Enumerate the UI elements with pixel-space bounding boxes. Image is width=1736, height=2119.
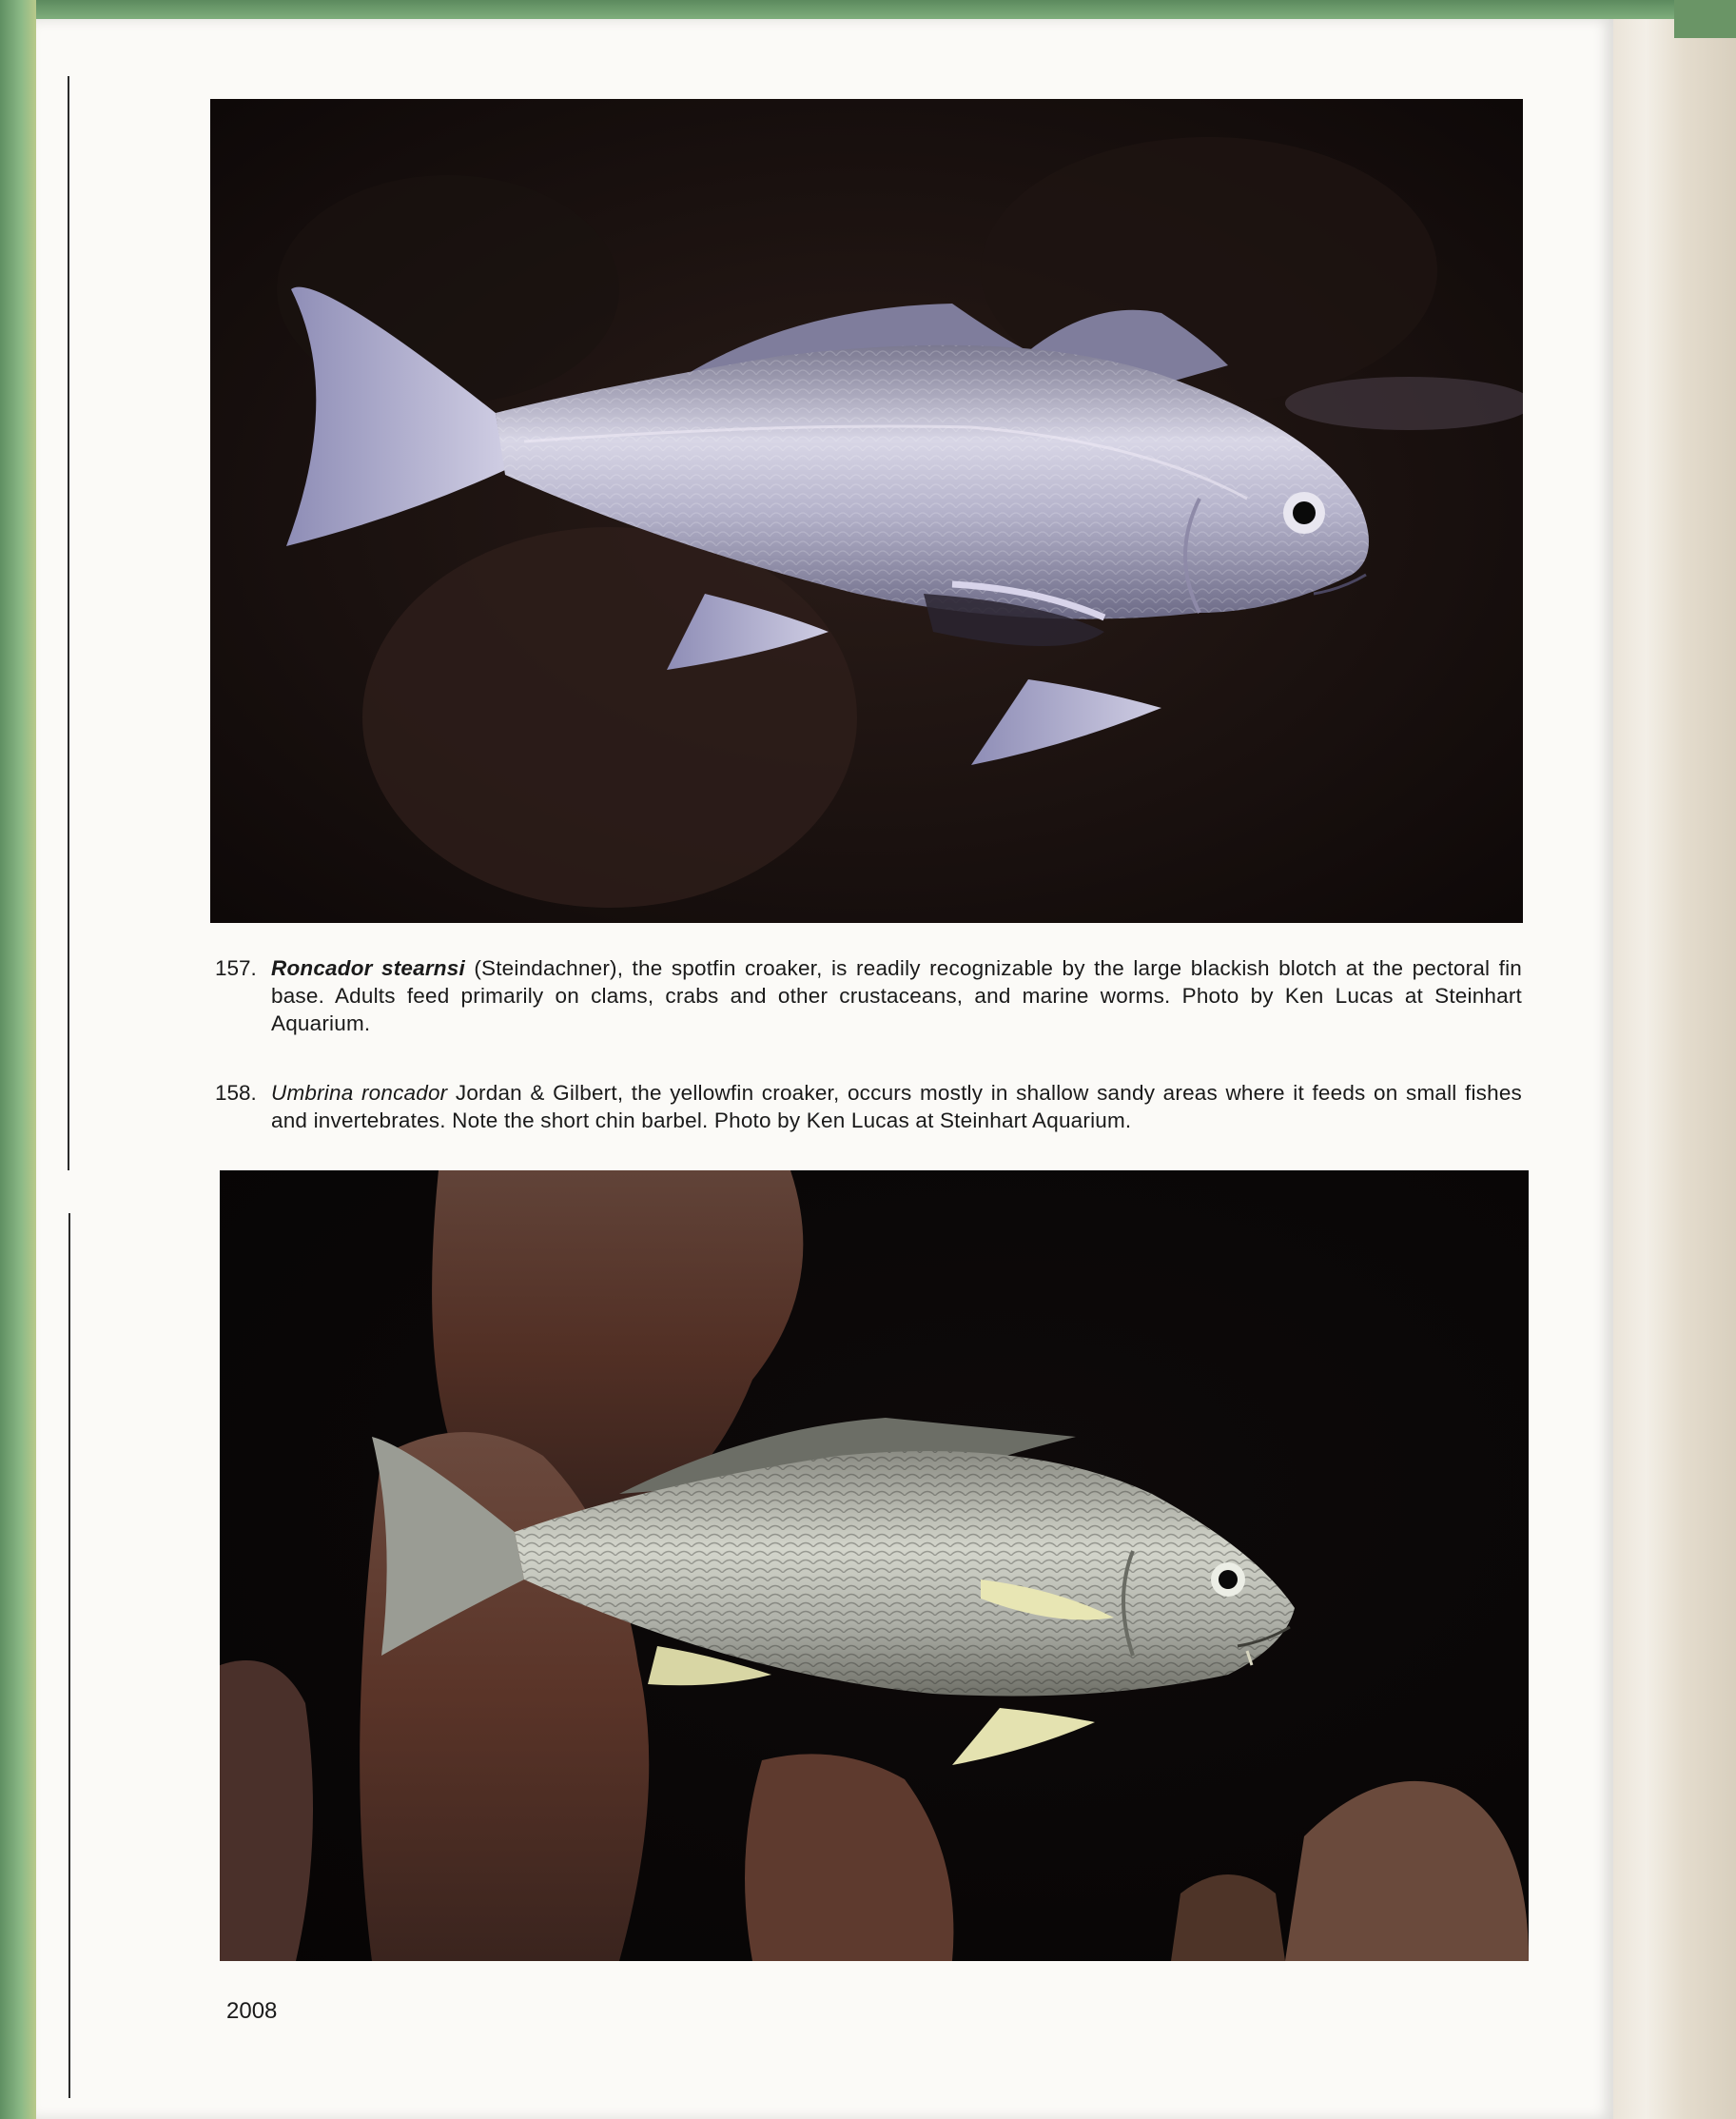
book-cover-top	[0, 0, 1736, 19]
species-name: Roncador stearnsi	[271, 956, 465, 980]
caption-text	[271, 1079, 1522, 1134]
caption-number: 158.	[215, 1081, 257, 1105]
page-edges	[1608, 19, 1736, 2119]
gutter-line	[68, 1213, 70, 2098]
caption-157	[215, 954, 1522, 1037]
caption-body: (Steindachner), the spotfin croaker, is readily recognizable by the large blackish blotch at the pectoral fin base. Adults feed primarily on clams, crabs and other crustaceans, and marine worms. Photo by Ken Lucas at Steinhart Aquarium.	[271, 956, 1522, 1035]
caption-text	[271, 954, 1522, 1037]
book-cover-right	[1674, 0, 1736, 38]
photo-yellowfin-croaker	[220, 1170, 1529, 1961]
species-name: Umbrina roncador	[271, 1081, 448, 1105]
gutter-line	[68, 76, 69, 1170]
caption-158	[215, 1079, 1522, 1134]
page-number: 2008	[226, 1998, 278, 2024]
book-cover-left	[0, 0, 36, 2119]
caption-number: 157.	[215, 956, 257, 980]
caption-body: Jordan & Gilbert, the yellowfin croaker, occurs mostly in shallow sandy areas where it feeds on small fishes and invertebrates. Note the short chin barbel. Photo by Ken Lucas at Steinhart Aquarium.	[271, 1081, 1522, 1132]
photo-spotfin-croaker	[210, 99, 1523, 923]
